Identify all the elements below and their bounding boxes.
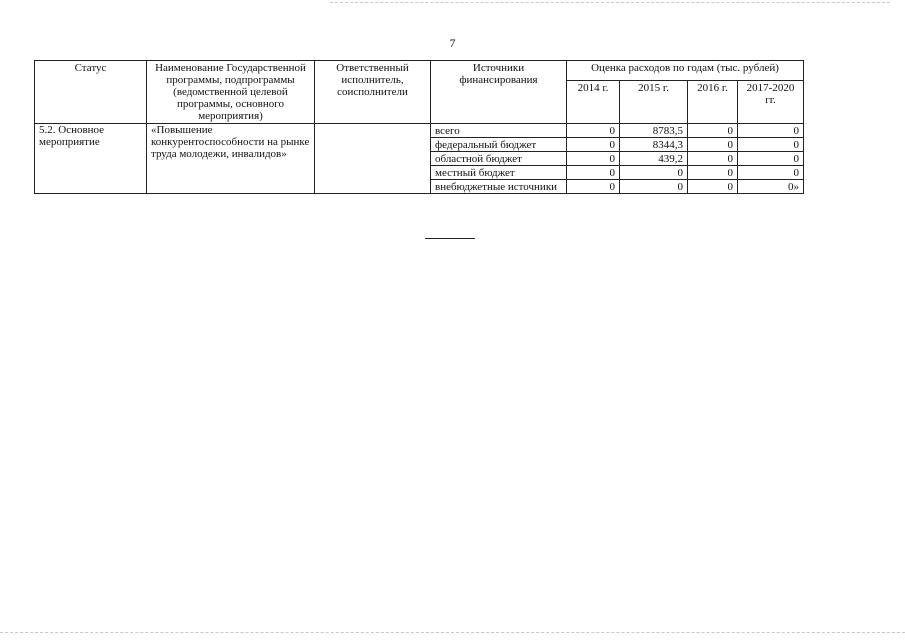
value-cell: 0 xyxy=(688,124,738,138)
scan-artifact-top xyxy=(330,2,890,3)
value-cell: 0 xyxy=(567,152,620,166)
source-label: местный бюджет xyxy=(431,166,567,180)
value-cell: 0 xyxy=(620,180,688,194)
header-name: Наименование Государственной программы, подпрограммы (ведомственной целевой программы, основного мероприятия) xyxy=(147,61,315,124)
value-cell: 0 xyxy=(688,138,738,152)
value-cell: 0 xyxy=(738,166,804,180)
source-label: федеральный бюджет xyxy=(431,138,567,152)
value-cell: 0 xyxy=(738,138,804,152)
value-cell: 0 xyxy=(738,124,804,138)
header-sources: Источники финансирования xyxy=(431,61,567,124)
row-responsible xyxy=(315,124,431,194)
budget-table xyxy=(34,60,804,194)
header-year: 2016 г. xyxy=(688,81,738,124)
end-rule xyxy=(425,238,475,239)
value-cell: 8783,5 xyxy=(620,124,688,138)
header-year: 2017-2020 гг. xyxy=(738,81,804,124)
value-cell: 0 xyxy=(620,166,688,180)
header-estimate: Оценка расходов по годам (тыс. рублей) xyxy=(567,61,804,81)
row-name: «Повышение конкурентоспособности на рынке труда молодежи, инвалидов» xyxy=(147,124,315,194)
value-cell: 0 xyxy=(688,180,738,194)
header-year: 2015 г. xyxy=(620,81,688,124)
header-responsible: Ответственный исполнитель, соисполнители xyxy=(315,61,431,124)
value-cell: 0» xyxy=(738,180,804,194)
table-row xyxy=(35,124,804,138)
value-cell: 0 xyxy=(567,166,620,180)
source-label: областной бюджет xyxy=(431,152,567,166)
value-cell: 439,2 xyxy=(620,152,688,166)
header-row xyxy=(35,61,804,81)
value-cell: 0 xyxy=(688,152,738,166)
value-cell: 0 xyxy=(567,124,620,138)
source-label: внебюджетные источники xyxy=(431,180,567,194)
value-cell: 8344,3 xyxy=(620,138,688,152)
value-cell: 0 xyxy=(567,138,620,152)
value-cell: 0 xyxy=(688,166,738,180)
header-year: 2014 г. xyxy=(567,81,620,124)
value-cell: 0 xyxy=(567,180,620,194)
scan-artifact-bottom xyxy=(0,632,905,633)
page-number: 7 xyxy=(449,36,456,50)
row-status: 5.2. Основное мероприятие xyxy=(35,124,147,194)
source-label: всего xyxy=(431,124,567,138)
header-status: Статус xyxy=(35,61,147,124)
value-cell: 0 xyxy=(738,152,804,166)
